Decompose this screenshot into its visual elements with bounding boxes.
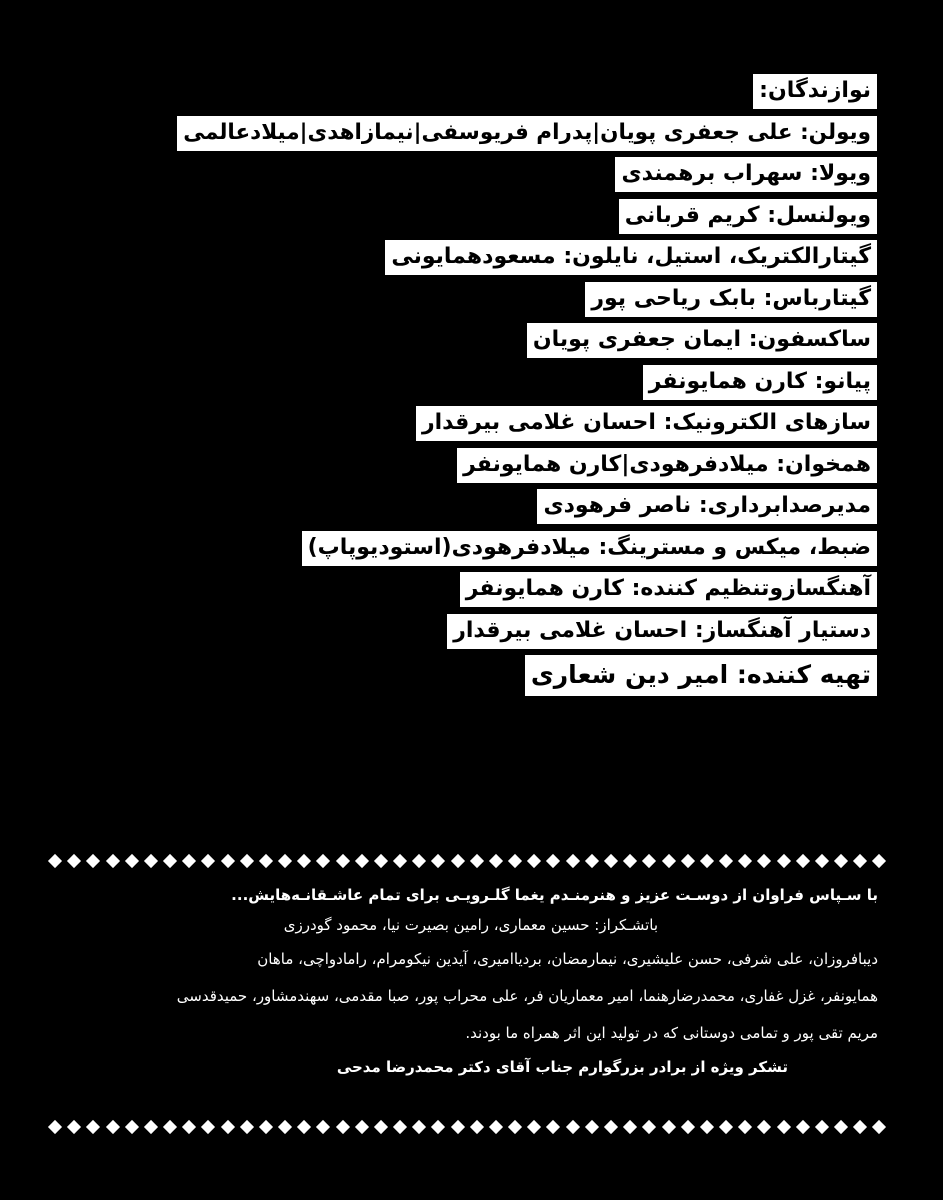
diamond-icon <box>259 1120 273 1134</box>
diamond-icon <box>527 1120 541 1134</box>
thanks-line-names-2: دیبافروزان، علی شرفی، حسن علیشیری، نیمارمضان، بردیاامیری، آیدین نیکومرام، رامادواچی، ماهان <box>257 950 878 968</box>
diamond-icon <box>278 854 292 868</box>
diamond-icon <box>336 854 350 868</box>
diamond-icon <box>355 854 369 868</box>
diamond-icon <box>163 1120 177 1134</box>
thanks-line-closing: مریم تقی پور و تمامی دوستانی که در تولید این اثر همراه ما بودند. <box>465 1024 878 1042</box>
diamond-icon <box>105 854 119 868</box>
diamond-icon <box>757 854 771 868</box>
credit-recording-director: مدیرصدابرداری: ناصر فرهودی <box>537 489 877 524</box>
diamond-icon <box>796 1120 810 1134</box>
divider-top <box>50 853 885 869</box>
diamond-icon <box>815 854 829 868</box>
diamond-icon <box>67 1120 81 1134</box>
diamond-icon <box>719 854 733 868</box>
diamond-icon <box>853 1120 867 1134</box>
credit-viola: ویولا: سهراب برهمندی <box>615 157 877 192</box>
credits-heading: نوازندگان: <box>753 74 877 109</box>
diamond-icon <box>144 854 158 868</box>
diamond-icon <box>470 1120 484 1134</box>
diamond-icon <box>508 1120 522 1134</box>
diamond-icon <box>220 1120 234 1134</box>
diamond-icon <box>815 1120 829 1134</box>
diamond-icon <box>700 854 714 868</box>
diamond-icon <box>489 854 503 868</box>
diamond-icon <box>489 1120 503 1134</box>
diamond-icon <box>700 1120 714 1134</box>
diamond-icon <box>48 1120 62 1134</box>
diamond-icon <box>508 854 522 868</box>
diamond-icon <box>297 1120 311 1134</box>
diamond-icon <box>738 854 752 868</box>
diamond-icon <box>604 1120 618 1134</box>
diamond-icon <box>681 854 695 868</box>
diamond-icon <box>661 854 675 868</box>
diamond-icon <box>374 1120 388 1134</box>
diamond-icon <box>872 854 886 868</box>
credit-saxophone: ساکسفون: ایمان جعفری پویان <box>527 323 877 358</box>
diamond-icon <box>834 1120 848 1134</box>
diamond-icon <box>336 1120 350 1134</box>
diamond-icon <box>546 854 560 868</box>
diamond-icon <box>623 1120 637 1134</box>
diamond-icon <box>623 854 637 868</box>
diamond-icon <box>182 854 196 868</box>
diamond-icon <box>566 1120 580 1134</box>
diamond-icon <box>431 854 445 868</box>
diamond-icon <box>661 1120 675 1134</box>
diamond-icon <box>681 1120 695 1134</box>
diamond-icon <box>853 854 867 868</box>
credit-composer-arranger: آهنگسازوتنظیم کننده: کارن همایونفر <box>460 572 877 607</box>
thanks-line-names-3: همایونفر، غزل غفاری، محمدرضارهنما، امیر معماریان فر، علی محراب پور، صبا مقدمی، سهندمشاور، حمیدقدسی <box>176 987 878 1005</box>
diamond-icon <box>316 1120 330 1134</box>
diamond-icon <box>355 1120 369 1134</box>
diamond-icon <box>297 854 311 868</box>
credit-cello: ویولنسل: کریم قربانی <box>619 199 877 234</box>
diamond-icon <box>796 854 810 868</box>
diamond-icon <box>125 1120 139 1134</box>
diamond-icon <box>259 854 273 868</box>
diamond-icon <box>393 854 407 868</box>
diamond-icon <box>201 1120 215 1134</box>
diamond-icon <box>86 1120 100 1134</box>
diamond-icon <box>144 1120 158 1134</box>
diamond-icon <box>585 854 599 868</box>
diamond-icon <box>240 1120 254 1134</box>
diamond-icon <box>642 1120 656 1134</box>
diamond-icon <box>642 854 656 868</box>
diamond-icon <box>48 854 62 868</box>
thanks-line-yaghma: با سـپاس فراوان از دوسـت عزیز و هنرمنـدم یغما گلـرویـی برای تمام عاشـقانـه‌هایش... <box>231 886 878 904</box>
diamond-icon <box>374 854 388 868</box>
credit-violin: ویولن: علی جعفری پویان|پدرام فریوسفی|نیمازاهدی|میلادعالمی <box>177 116 877 151</box>
credit-mix-master: ضبط، میکس و مسترینگ: میلادفرهودی(استودیوپاپ) <box>302 531 877 566</box>
diamond-icon <box>220 854 234 868</box>
diamond-icon <box>834 854 848 868</box>
credit-guitar: گیتارالکتریک، استیل، نایلون: مسعودهمایونی <box>385 240 877 275</box>
diamond-icon <box>412 1120 426 1134</box>
diamond-icon <box>201 854 215 868</box>
diamond-icon <box>757 1120 771 1134</box>
credit-piano: پیانو: کارن همایونفر <box>643 365 877 400</box>
diamond-icon <box>412 854 426 868</box>
diamond-icon <box>719 1120 733 1134</box>
credit-producer: تهیه کننده: امیر دین شعاری <box>525 655 877 696</box>
credit-assistant-composer: دستیار آهنگساز: احسان غلامی بیرقدار <box>447 614 877 649</box>
diamond-icon <box>182 1120 196 1134</box>
diamond-icon <box>604 854 618 868</box>
diamond-icon <box>470 854 484 868</box>
diamond-icon <box>431 1120 445 1134</box>
diamond-icon <box>872 1120 886 1134</box>
thanks-line-special: تشکر ویژه از برادر بزرگوارم جناب آقای دکتر محمدرضا مدحی <box>336 1058 788 1076</box>
diamond-icon <box>738 1120 752 1134</box>
diamond-icon <box>546 1120 560 1134</box>
diamond-icon <box>776 854 790 868</box>
diamond-icon <box>240 854 254 868</box>
acknowledgements <box>48 885 878 1077</box>
credit-electronics: سازهای الکترونیک: احسان غلامی بیرقدار <box>416 406 877 441</box>
diamond-icon <box>278 1120 292 1134</box>
diamond-icon <box>451 1120 465 1134</box>
diamond-icon <box>566 854 580 868</box>
diamond-icon <box>585 1120 599 1134</box>
credits-list <box>177 74 877 703</box>
diamond-icon <box>316 854 330 868</box>
diamond-icon <box>86 854 100 868</box>
diamond-icon <box>451 854 465 868</box>
diamond-icon <box>776 1120 790 1134</box>
divider-bottom <box>50 1119 885 1135</box>
diamond-icon <box>527 854 541 868</box>
diamond-icon <box>105 1120 119 1134</box>
thanks-line-names-1: باتشـکراز: حسین معماری، رامین بصیرت نیا، محمود گودرزی <box>283 916 658 934</box>
diamond-icon <box>163 854 177 868</box>
diamond-icon <box>67 854 81 868</box>
diamond-icon <box>125 854 139 868</box>
credit-bass-guitar: گیتارباس: بابک ریاحی پور <box>585 282 877 317</box>
diamond-icon <box>393 1120 407 1134</box>
credit-backing-vocals: همخوان: میلادفرهودی|کارن همایونفر <box>457 448 877 483</box>
